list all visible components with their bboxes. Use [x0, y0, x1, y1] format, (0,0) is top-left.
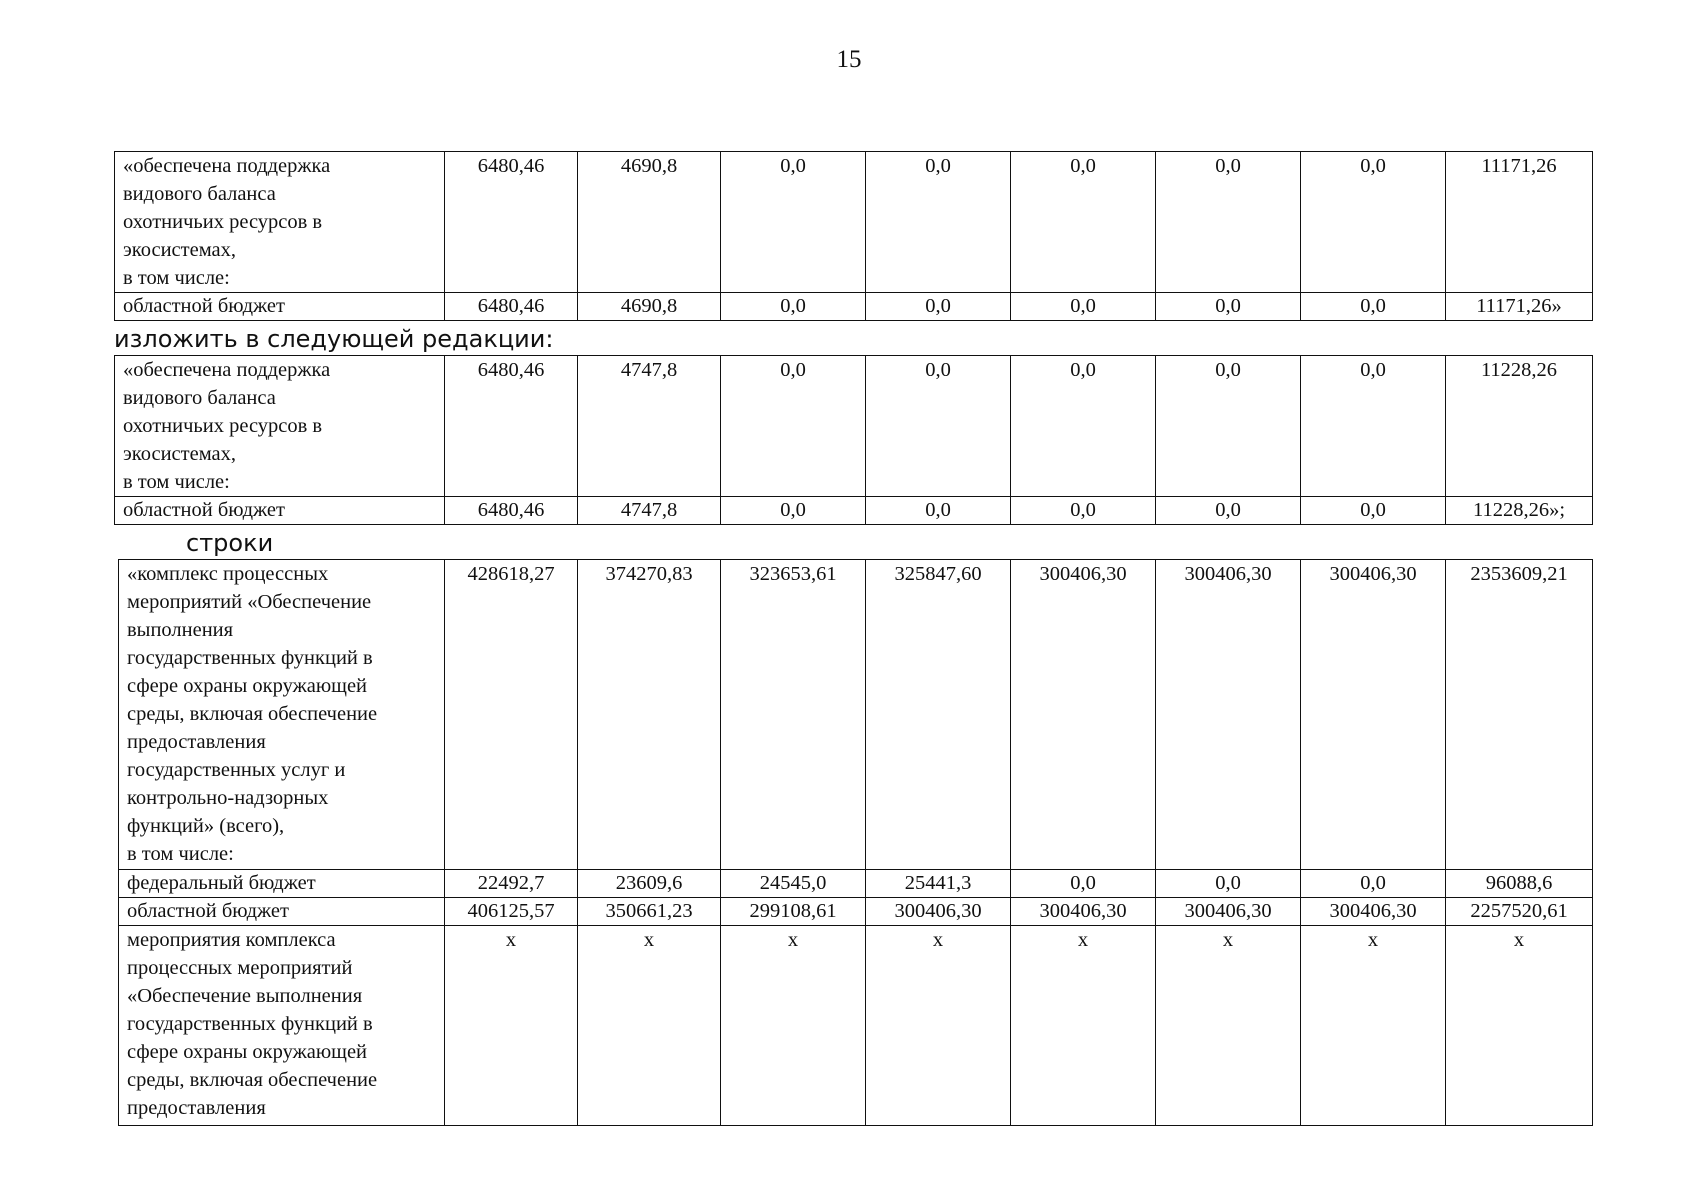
value-cell: 11228,26 — [1446, 356, 1593, 497]
table-row — [115, 293, 1593, 321]
table-row — [119, 926, 1593, 1126]
row-label: федеральный бюджет — [119, 870, 445, 898]
value-cell: 299108,61 — [721, 898, 866, 926]
value-cell: 0,0 — [721, 497, 866, 525]
value-cell: 0,0 — [1156, 497, 1301, 525]
value-cell: 4690,8 — [578, 152, 721, 293]
value-cell: 0,0 — [1011, 293, 1156, 321]
value-cell: x — [721, 926, 866, 1126]
value-cell: 0,0 — [721, 293, 866, 321]
value-cell: 6480,46 — [445, 293, 578, 321]
row-label: областной бюджет — [119, 898, 445, 926]
value-cell: 0,0 — [866, 152, 1011, 293]
financing-table-complex — [118, 559, 1593, 1126]
value-cell: 300406,30 — [1156, 560, 1301, 870]
financing-table-new — [114, 355, 1593, 525]
value-cell: x — [866, 926, 1011, 1126]
table-row — [119, 898, 1593, 926]
table-row — [115, 497, 1593, 525]
value-cell: 428618,27 — [445, 560, 578, 870]
value-cell: 24545,0 — [721, 870, 866, 898]
value-cell: 0,0 — [1301, 356, 1446, 497]
value-cell: 0,0 — [721, 356, 866, 497]
value-cell: 11171,26» — [1446, 293, 1593, 321]
value-cell: x — [445, 926, 578, 1126]
table-row — [119, 560, 1593, 870]
value-cell: 0,0 — [1301, 870, 1446, 898]
table-row — [115, 152, 1593, 293]
value-cell: 6480,46 — [445, 497, 578, 525]
value-cell: 406125,57 — [445, 898, 578, 926]
value-cell: x — [1446, 926, 1593, 1126]
value-cell: 0,0 — [866, 356, 1011, 497]
value-cell: 0,0 — [866, 293, 1011, 321]
value-cell: 2353609,21 — [1446, 560, 1593, 870]
value-cell: 11171,26 — [1446, 152, 1593, 293]
value-cell: 4747,8 — [578, 356, 721, 497]
table-row — [115, 356, 1593, 497]
value-cell: 350661,23 — [578, 898, 721, 926]
value-cell: 300406,30 — [1301, 898, 1446, 926]
value-cell: 300406,30 — [866, 898, 1011, 926]
value-cell: 2257520,61 — [1446, 898, 1593, 926]
value-cell: 300406,30 — [1301, 560, 1446, 870]
value-cell: x — [1011, 926, 1156, 1126]
row-label: областной бюджет — [115, 293, 445, 321]
value-cell: 0,0 — [1011, 497, 1156, 525]
value-cell: 0,0 — [1156, 152, 1301, 293]
value-cell: 323653,61 — [721, 560, 866, 870]
value-cell: 0,0 — [1011, 870, 1156, 898]
value-cell: x — [578, 926, 721, 1126]
value-cell: 0,0 — [1156, 356, 1301, 497]
value-cell: 4747,8 — [578, 497, 721, 525]
value-cell: 0,0 — [1301, 152, 1446, 293]
row-label: «обеспечена поддержка видового баланса охотничьих ресурсов в экосистемах, в том числе: — [115, 356, 445, 497]
value-cell: 374270,83 — [578, 560, 721, 870]
financing-table-old — [114, 151, 1593, 321]
value-cell: 0,0 — [1156, 293, 1301, 321]
value-cell: x — [1301, 926, 1446, 1126]
row-label: областной бюджет — [115, 497, 445, 525]
page-number: 15 — [836, 46, 862, 73]
value-cell: 300406,30 — [1011, 560, 1156, 870]
value-cell: 300406,30 — [1011, 898, 1156, 926]
value-cell: 25441,3 — [866, 870, 1011, 898]
value-cell: 6480,46 — [445, 152, 578, 293]
row-label: «комплекс процессных мероприятий «Обеспечение выполнения государственных функций в сфере охраны окружающей среды, включая обеспечение предоставления государственных услуг и контрольно-надзорных функций» (всего), в том числе: — [119, 560, 445, 870]
value-cell: 0,0 — [1301, 293, 1446, 321]
value-cell: 0,0 — [866, 497, 1011, 525]
value-cell: 0,0 — [1301, 497, 1446, 525]
table-row — [119, 870, 1593, 898]
value-cell: 0,0 — [721, 152, 866, 293]
value-cell: 0,0 — [1156, 870, 1301, 898]
value-cell: x — [1156, 926, 1301, 1126]
value-cell: 22492,7 — [445, 870, 578, 898]
value-cell: 0,0 — [1011, 152, 1156, 293]
amendment-phrase: строки — [186, 529, 274, 557]
row-label: мероприятия комплекса процессных мероприятий «Обеспечение выполнения государственных функций в сфере охраны окружающей среды, включая обеспечение предоставления — [119, 926, 445, 1126]
value-cell: 23609,6 — [578, 870, 721, 898]
value-cell: 11228,26»; — [1446, 497, 1593, 525]
amendment-phrase: изложить в следующей редакции: — [114, 325, 554, 353]
value-cell: 6480,46 — [445, 356, 578, 497]
value-cell: 325847,60 — [866, 560, 1011, 870]
value-cell: 96088,6 — [1446, 870, 1593, 898]
value-cell: 0,0 — [1011, 356, 1156, 497]
row-label: «обеспечена поддержка видового баланса охотничьих ресурсов в экосистемах, в том числе: — [115, 152, 445, 293]
value-cell: 300406,30 — [1156, 898, 1301, 926]
value-cell: 4690,8 — [578, 293, 721, 321]
